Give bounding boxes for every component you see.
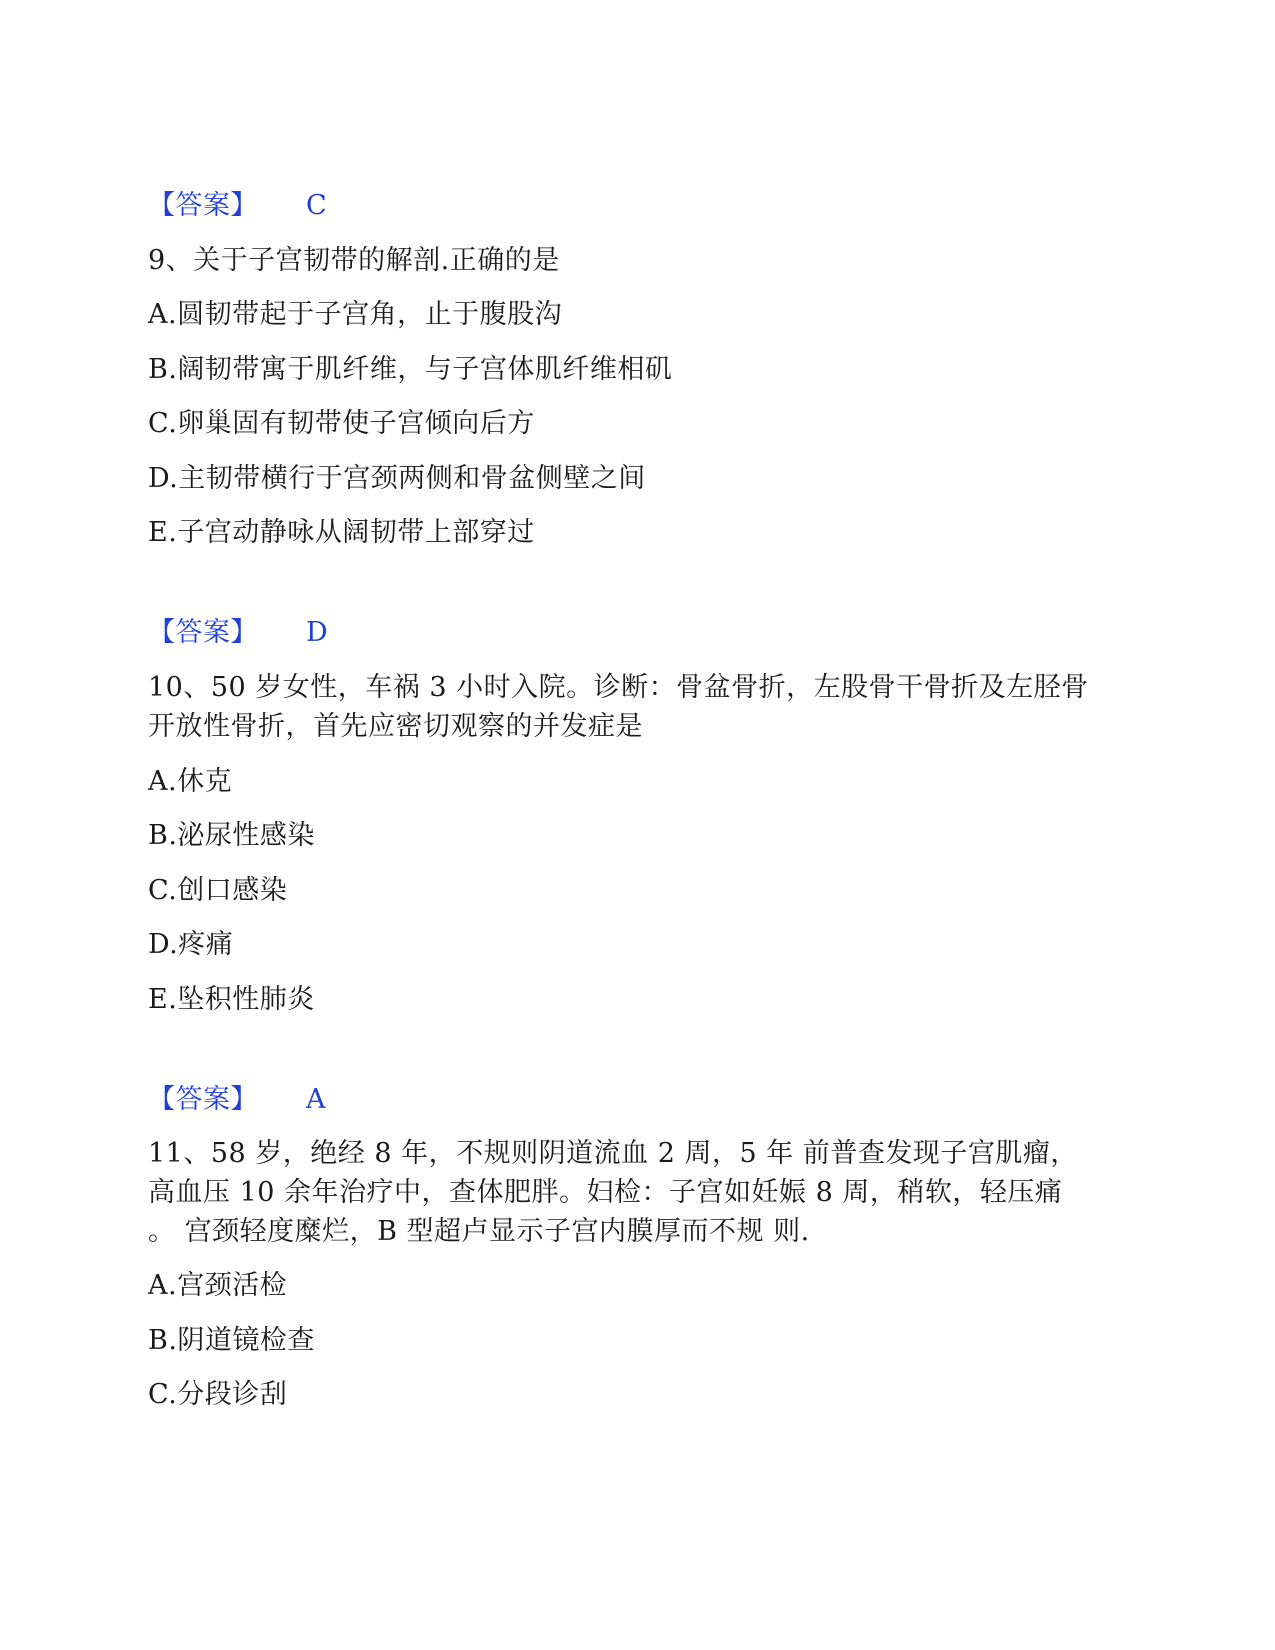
question-10-stem-line-1: 10、50 岁女性，车祸 3 小时入院。诊断：骨盆骨折，左股骨干骨折及左胫骨 — [148, 672, 1089, 703]
question-9-option-b: B.阔韧带寓于肌纤维，与子宫体肌纤维相矶 — [148, 354, 673, 385]
question-11-option-a: A.宫颈活检 — [148, 1270, 288, 1301]
question-10-option-b: B.泌尿性感染 — [148, 820, 315, 851]
answer-8 — [148, 186, 327, 226]
answer-10 — [148, 1080, 326, 1120]
answer-9 — [148, 613, 328, 653]
answer-label: 【答案】 — [148, 190, 258, 221]
answer-value: A — [306, 1084, 326, 1115]
answer-value: C — [306, 190, 328, 221]
question-10-option-d: D.疼痛 — [148, 929, 234, 960]
answer-label: 【答案】 — [148, 617, 258, 648]
question-11-option-c: C.分段诊刮 — [148, 1379, 288, 1410]
question-11-stem-line-2: 高血压 10 余年治疗中，查体肥胖。妇检：子宫如妊娠 8 周，稍软，轻压痛 — [148, 1177, 1063, 1208]
question-10-option-e: E.坠积性肺炎 — [148, 984, 315, 1015]
question-11-stem-line-1: 11、58 岁，绝经 8 年，不规则阴道流血 2 周，5 年 前普查发现子宫肌瘤， — [148, 1138, 1078, 1169]
answer-value: D — [306, 617, 329, 648]
answer-label: 【答案】 — [148, 1084, 258, 1115]
question-11-option-b: B.阴道镜检查 — [148, 1325, 315, 1356]
question-9-option-e: E.子宫动静咏从阔韧带上部穿过 — [148, 517, 535, 548]
question-9-option-a: A.圆韧带起于子宫角，止于腹股沟 — [148, 299, 563, 330]
question-9-option-c: C.卵巢固有韧带使子宫倾向后方 — [148, 408, 535, 439]
question-10-option-a: A.休克 — [148, 766, 233, 797]
question-9-stem: 9、关于子宫韧带的解剖.正确的是 — [148, 245, 560, 276]
question-10-option-c: C.创口感染 — [148, 875, 288, 906]
question-11-stem-line-3: 。 宫颈轻度糜烂，B 型超卢显示子宫内膜厚而不规 则. — [148, 1216, 810, 1247]
question-9-option-d: D.主韧带横行于宫颈两侧和骨盆侧壁之间 — [148, 463, 646, 494]
question-10-stem-line-2: 开放性骨折，首先应密切观察的并发症是 — [148, 711, 643, 742]
